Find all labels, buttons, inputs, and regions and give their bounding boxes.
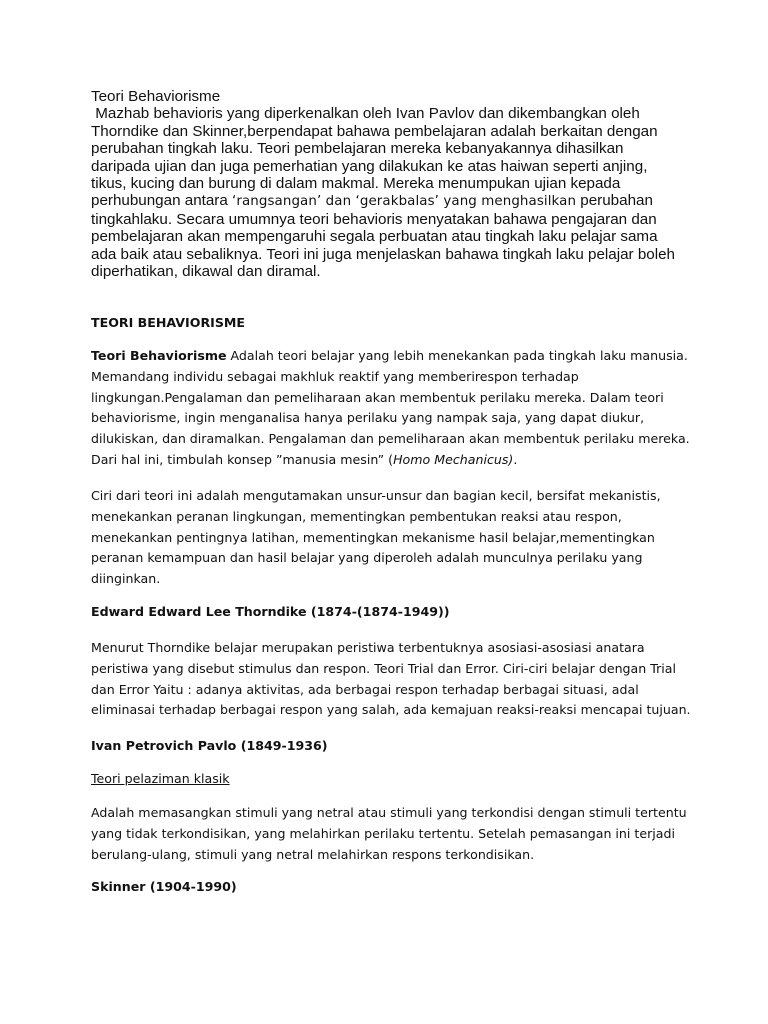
paragraph-line: behaviorisme, ingin menganalisa hanya perilaku yang nampak saja, yang dapat diukur, — [91, 410, 645, 426]
paragraph-pavlo — [91, 803, 691, 865]
skinner-heading: Skinner (1904-1990) — [91, 879, 237, 894]
intro-line-part: ‘rangsangan’ dan ‘gerakbalas’ yang menghasilkan — [232, 194, 577, 210]
intro-line-part: perhubungan antara — [91, 192, 233, 210]
paragraph-line: eliminasai terhadap berbagai respon yang salah, ada kemajuan reaksi-reaksi mencapai tujuan. — [91, 702, 691, 718]
intro-line — [91, 192, 691, 210]
paragraph-line: Menurut Thorndike belajar merupakan peristiwa terbentuknya asosiasi-asosiasi anatara — [91, 640, 645, 655]
italic-term: Homo Mechanicus) — [393, 451, 514, 467]
paragraph-line: dan Error Yaitu : adanya aktivitas, ada berbagai respon terhadap berbagai situasi, adal — [91, 681, 639, 697]
paragraph-line: Memandang individu sebagai makhluk reaktif yang memberirespon terhadap — [91, 368, 579, 384]
term-bold: Teori Behaviorisme — [91, 348, 227, 363]
thorndike-heading: Edward Edward Lee Thorndike (1874-(1874-1949)) — [91, 604, 450, 619]
paragraph-line — [91, 346, 691, 367]
intro-line: ada baik atau sebaliknya. Teori ini juga menjelaskan bahawa tingkah laku pelajar boleh — [91, 245, 675, 263]
intro-line: diperhatikan, dikawal dan diramal. — [91, 263, 321, 281]
pavlo-heading-block — [91, 736, 691, 757]
intro-line: Thorndike dan Skinner,berpendapat bahawa pembelajaran adalah berkaitan dengan — [91, 122, 658, 140]
pavlo-heading: Ivan Petrovich Pavlo (1849-1936) — [91, 738, 328, 753]
paragraph-line-text: Dari hal ini, timbulah konsep ”manusia mesin” ( — [91, 451, 394, 467]
paragraph-line: diinginkan. — [91, 571, 161, 587]
paragraph-line: Ciri dari teori ini adalah mengutamakan unsur-unsur dan bagian kecil, bersifat mekanistis, — [91, 488, 661, 503]
section-heading: TEORI BEHAVIORISME — [91, 315, 246, 330]
intro-section — [91, 88, 691, 280]
thorndike-heading-block — [91, 602, 691, 623]
paragraph-line: Adalah memasangkan stimuli yang netral atau stimuli yang terkondisi dengan stimuli tertentu — [91, 805, 687, 820]
paragraph-line-text: Adalah teori belajar yang lebih menekankan pada tingkah laku manusia. — [226, 348, 688, 363]
intro-title: Teori Behaviorisme — [91, 88, 221, 105]
paragraph-line — [91, 450, 691, 471]
paragraph-line: dilukiskan, dan diramalkan. Pengalaman dan pemeliharaan akan membentuk perilaku mereka. — [91, 431, 690, 447]
paragraph-thorndike — [91, 638, 691, 721]
pavlo-subheading: Teori pelaziman klasik — [91, 771, 230, 786]
intro-line: tingkahlaku. Secara umumnya teori behavioris menyatakan bahawa pengajaran dan — [91, 210, 657, 228]
paragraph-line-text: . — [513, 451, 518, 467]
section-heading-block — [91, 313, 691, 334]
paragraph-definition — [91, 346, 691, 471]
paragraph-line: peristiwa yang disebut stimulus dan respon. Teori Trial dan Error. Ciri-ciri belajar dengan Trial — [91, 660, 676, 676]
intro-line-part: perubahan — [576, 192, 653, 210]
intro-line: daripada ujian dan juga pemerhatian yang dilakukan ke atas haiwan seperti anjing, — [91, 157, 648, 175]
paragraph-line: menekankan peranan lingkungan, mementingkan pembentukan reaksi atau respon, — [91, 508, 622, 524]
paragraph-line: berulang-ulang, stimuli yang netral melahirkan respons terkondisikan. — [91, 846, 535, 862]
paragraph-line: yang tidak terkondisikan, yang melahirkan perilaku tertentu. Setelah pemasangan ini terjadi — [91, 825, 675, 841]
paragraph-line: lingkungan.Pengalaman dan pemeliharaan akan membentuk perilaku mereka. Dalam teori — [91, 389, 664, 405]
paragraph-line: peranan kemampuan dan hasil belajar yang diperoleh adalah munculnya perilaku yang — [91, 550, 643, 566]
intro-line: Mazhab behavioris yang diperkenalkan oleh Ivan Pavlov dan dikembangkan oleh — [91, 105, 640, 123]
intro-line: tikus, kucing dan burung di dalam makmal. Mereka menumpukan ujian kepada — [91, 175, 621, 193]
pavlo-subheading-block — [91, 769, 691, 790]
paragraph-line: menekankan pentingnya latihan, mementingkan mekanisme hasil belajar,mementingkan — [91, 529, 655, 545]
paragraph-characteristics — [91, 486, 691, 590]
intro-line: pembelajaran akan mempengaruhi segala perbuatan atau tingkah laku pelajar sama — [91, 228, 658, 246]
skinner-heading-block — [91, 877, 691, 898]
intro-line: perubahan tingkah laku. Teori pembelajaran mereka kebanyakannya dihasilkan — [91, 140, 624, 158]
